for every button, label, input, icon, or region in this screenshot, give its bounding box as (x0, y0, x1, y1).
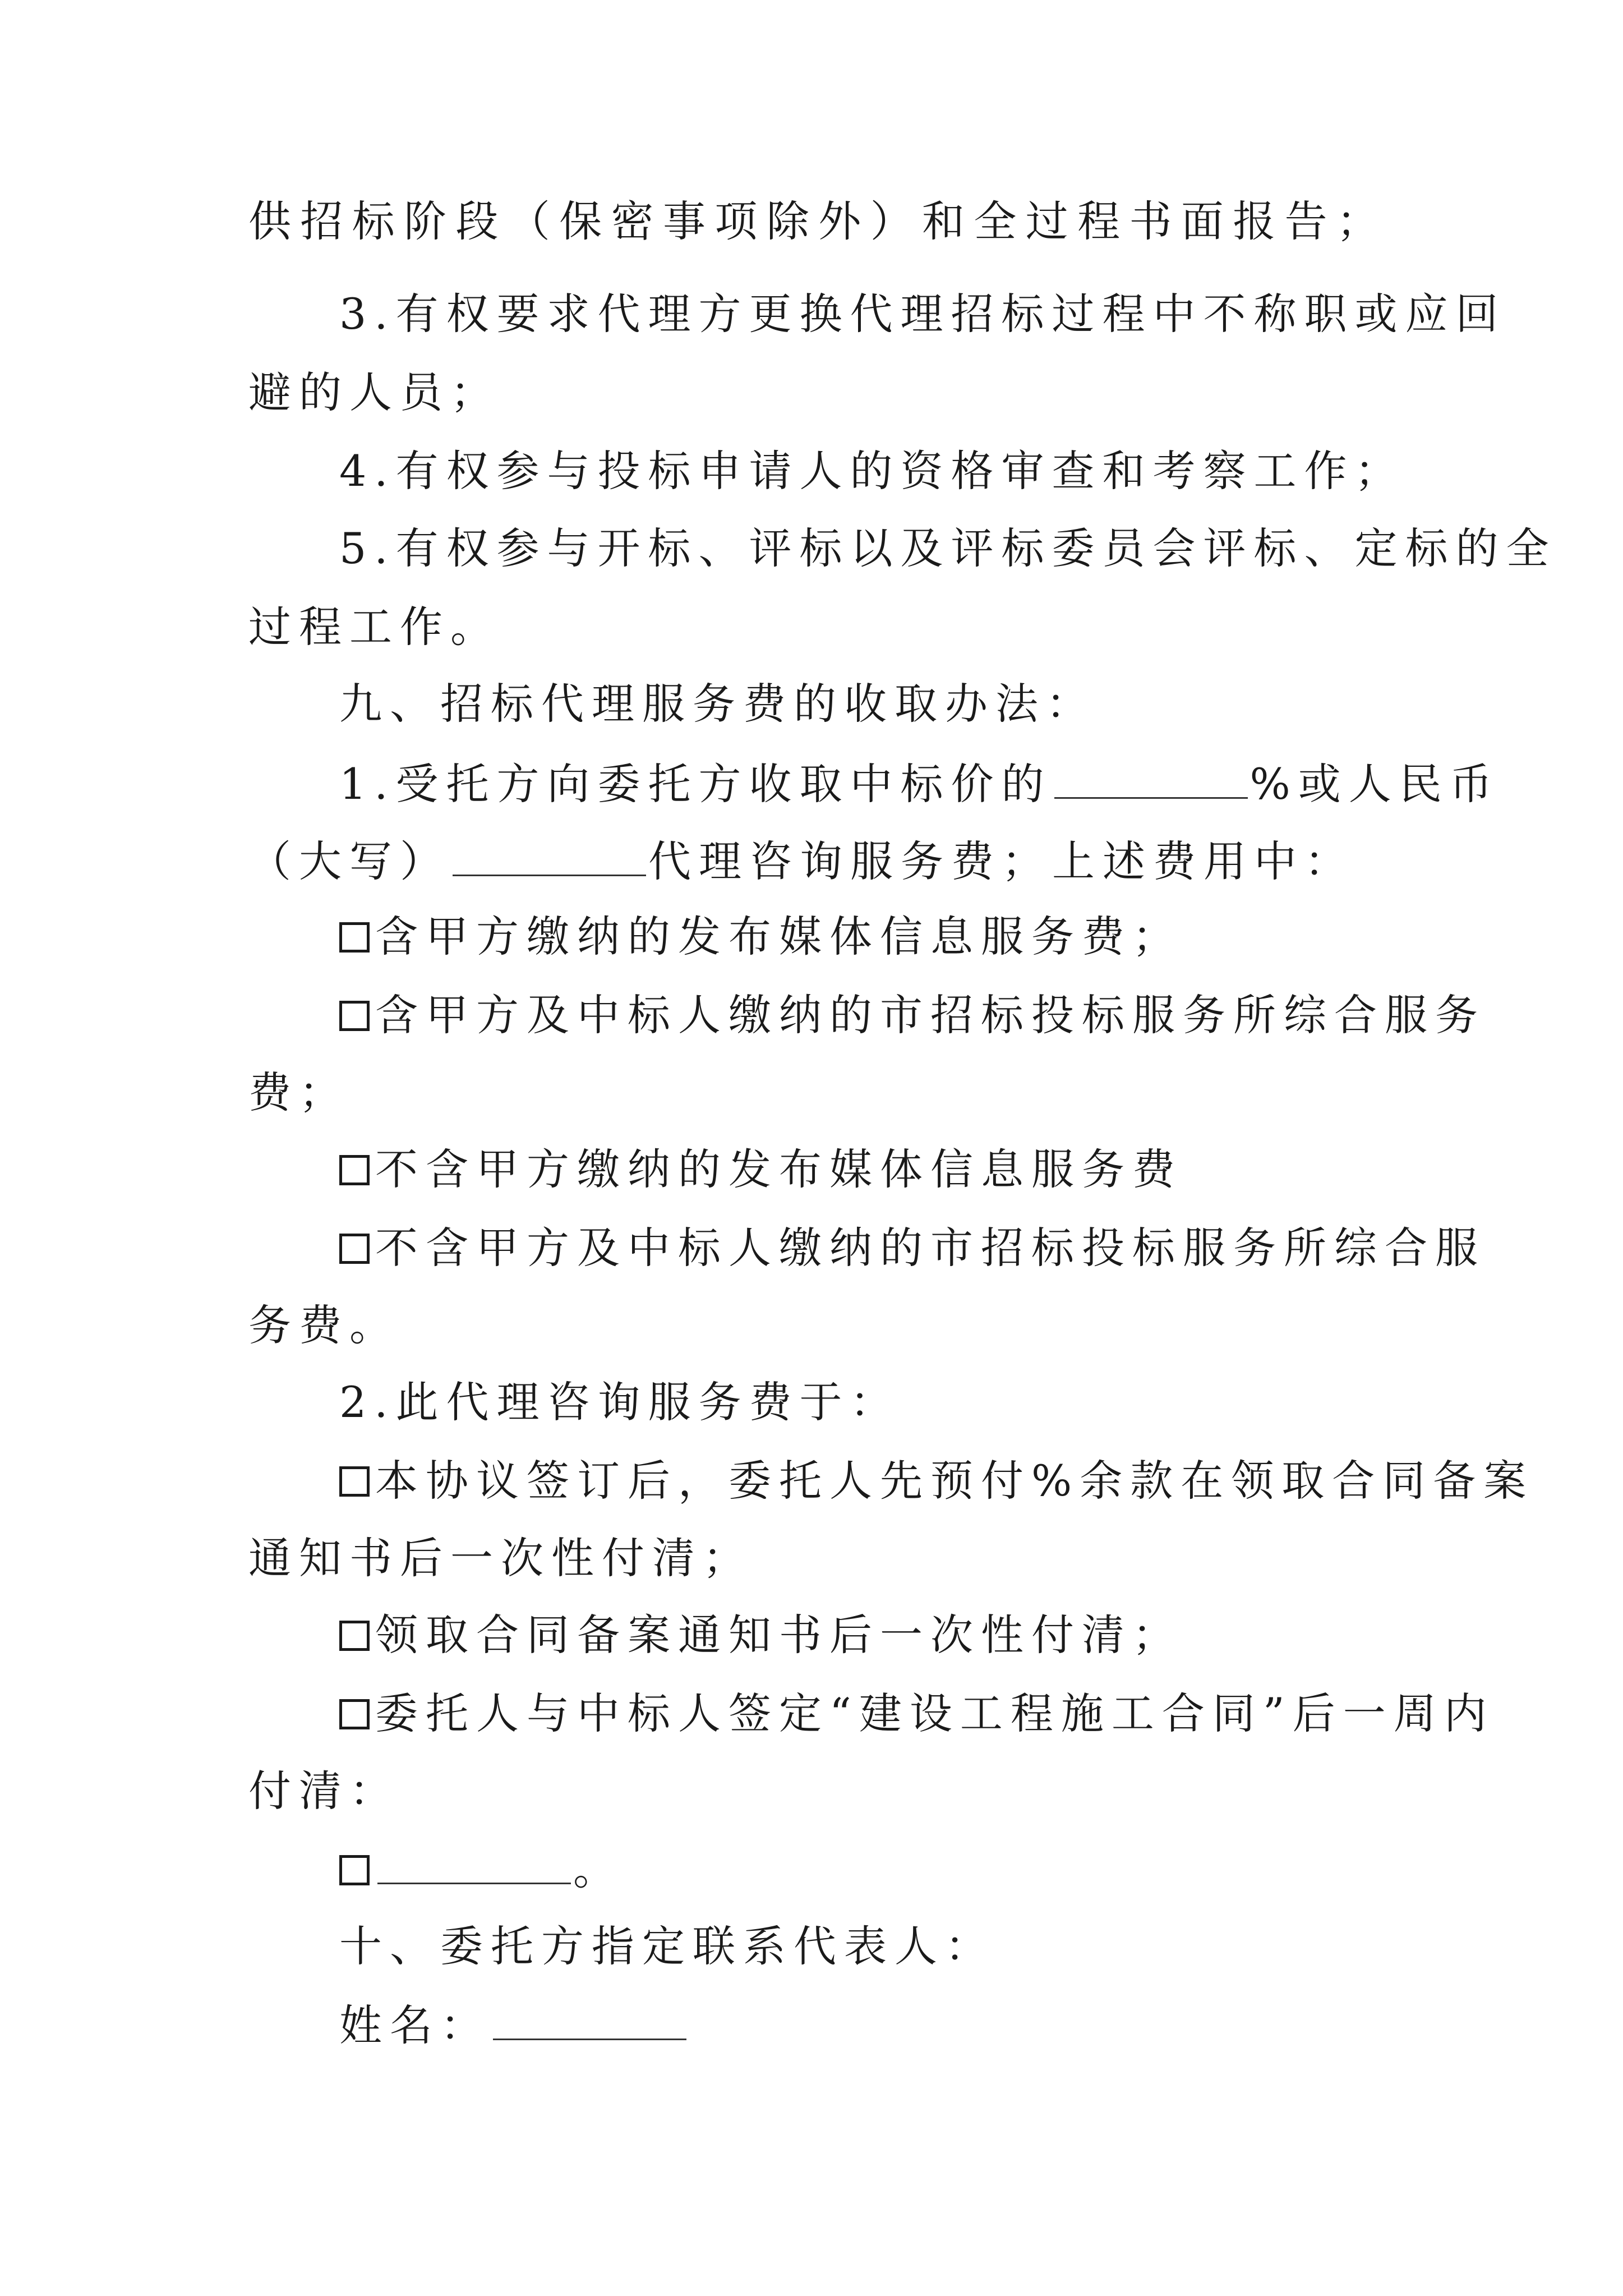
section-heading: 十、委托方指定联系代表人： (339, 1921, 995, 1971)
blank-fill-line (453, 832, 646, 876)
option-label: 委托人与中标人签定“建设工程施工合同”后一周内 (375, 1688, 1495, 1738)
text-line: 过程工作。 (248, 602, 501, 652)
checkbox-icon (339, 1621, 370, 1651)
text-line: 供招标阶段（保密事项除外）和全过程书面报告； (248, 196, 1387, 246)
text-fragment: %或人民币 (1249, 759, 1500, 809)
text-fragment: 代理咨询服务费；上述费用中： (648, 836, 1355, 886)
text-line: 费； (248, 1068, 349, 1117)
text-line: 务费。 (248, 1300, 400, 1350)
option-label: 含甲方及中标人缴纳的市招标投标服务所综合服务 (375, 990, 1486, 1040)
text-line (339, 1996, 689, 2054)
name-blank-line (493, 1996, 686, 2040)
checkbox-icon (339, 1155, 370, 1185)
text-line (248, 832, 1355, 890)
option-label: 不含甲方缴纳的发布媒体信息服务费 (375, 1144, 1183, 1194)
option-label: 含甲方缴纳的发布媒体信息服务费； (375, 912, 1183, 961)
checkbox-icon (339, 1001, 370, 1031)
blank-fill-line (377, 1840, 571, 1884)
text-line (339, 754, 1500, 812)
checkbox-icon (339, 922, 370, 953)
text-line: 付清： (248, 1766, 400, 1816)
option-label: 本协议签订后，委托人先预付%余款在领取合同备案 (375, 1456, 1534, 1506)
text-line: 5.有权参与开标、评标以及评标委员会评标、定标的全 (339, 523, 1557, 573)
text-fragment: （大写） (248, 836, 450, 886)
field-label: 姓名： (339, 2000, 491, 2050)
text-line: 避的人员； (248, 367, 501, 417)
checkbox-icon (339, 1234, 370, 1264)
text-line: 通知书后一次性付清； (248, 1533, 753, 1583)
checkbox-option (339, 1840, 624, 1898)
checkbox-option (339, 987, 1486, 1043)
text-line: 2.此代理咨询服务费于： (339, 1377, 901, 1427)
checkbox-icon (339, 1466, 370, 1497)
checkbox-option (339, 1220, 1486, 1276)
option-label: 。 (573, 1844, 624, 1894)
checkbox-icon (339, 1699, 370, 1729)
checkbox-option (339, 1607, 1183, 1663)
checkbox-icon (339, 1855, 370, 1885)
text-line: 4.有权参与投标申请人的资格审查和考察工作； (339, 446, 1405, 496)
checkbox-option (339, 1686, 1495, 1742)
text-fragment: 1.受托方向委托方收取中标价的 (339, 759, 1052, 809)
section-heading: 九、招标代理服务费的收取办法： (339, 679, 1096, 729)
option-label: 不含甲方及中标人缴纳的市招标投标服务所综合服 (375, 1223, 1486, 1273)
text-line: 3.有权要求代理方更换代理招标过程中不称职或应回 (339, 289, 1506, 339)
option-label: 领取合同备案通知书后一次性付清； (375, 1610, 1183, 1660)
checkbox-option (339, 909, 1183, 965)
checkbox-option (339, 1453, 1534, 1509)
checkbox-option (339, 1142, 1183, 1198)
blank-fill-line (1054, 754, 1248, 799)
